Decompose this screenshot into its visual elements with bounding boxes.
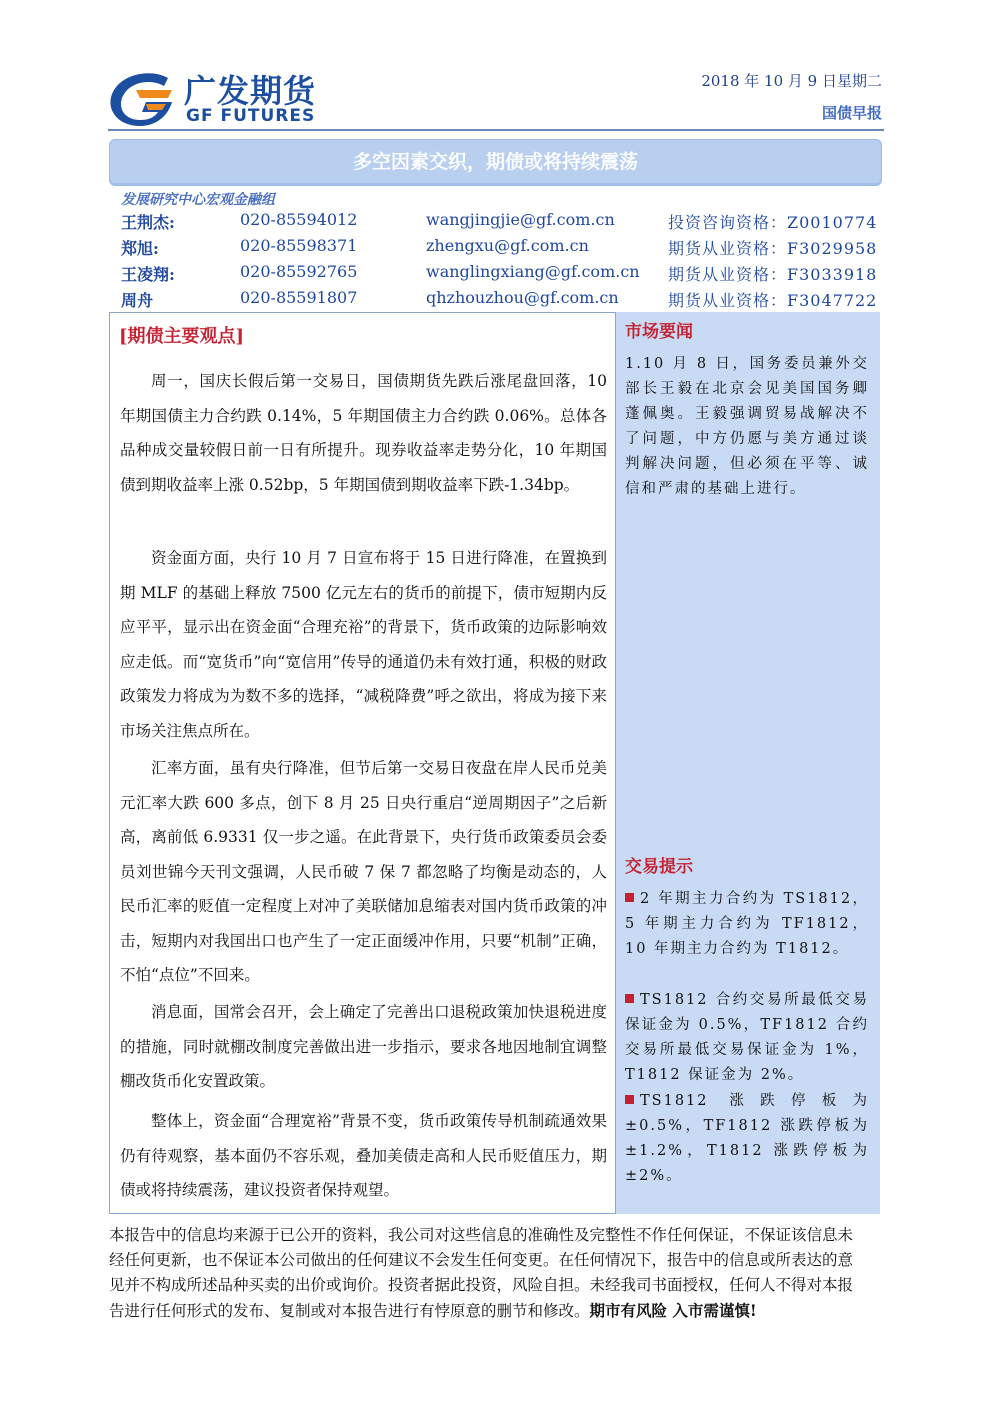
disclaimer	[109, 1223, 859, 1324]
contact-qualification: 期货从业资格：F3047722	[668, 291, 878, 310]
report-date: 2018 年 10 月 9 日星期二	[701, 72, 882, 90]
tip-item	[625, 887, 869, 962]
main-paragraph: 资金面方面，央行 10 月 7 日宣布将于 15 日进行降准，在置换到期 MLF 的基础上释放 7500 亿元左右的货币的前提下，债市短期内反应平平，显示出在资金面“合理充裕”的背景下，货币政策的边际影响效应走低。而“宽货币”向“宽信用”传导的通道仍未有效打通，积极的财政政策发力将成为为数不多的选择，“减税降费”呼之欲出，将成为接下来市场关注焦点所在。	[120, 549, 607, 740]
tips-heading: 交易提示	[625, 857, 693, 877]
contact-row	[121, 236, 884, 260]
main-paragraph: 消息面，国常会召开，会上确定了完善出口退税政策加快退税进度的措施，同时就棚改制度完善做出进一步指示，要求各地因地制宜调整棚改货币化安置政策。	[120, 1003, 607, 1090]
contact-name: 王凌翔:	[121, 265, 175, 284]
department-name: 发展研究中心宏观金融组	[121, 192, 275, 208]
contact-name: 周舟	[121, 291, 154, 310]
contact-qualification: 期货从业资格：F3033918	[668, 265, 878, 284]
bullet-icon	[625, 1095, 634, 1104]
news-text: 1.10 月 8 日，国务委员兼外交部长王毅在北京会见美国国务卿蓬佩奥。王毅强调贸易战解决不了问题，中方仍愿与美方通过谈判解决问题，但必须在平等、诚信和严肃的基础上进行。	[625, 356, 869, 497]
gf-logo-icon	[106, 70, 180, 130]
report-title: 多空因素交织，期债或将持续震荡	[109, 139, 882, 186]
contact-qualification: 投资咨询资格：Z0010774	[668, 213, 878, 232]
risk-warning: 期市有风险 入市需谨慎!	[589, 1301, 757, 1320]
report-type: 国债早报	[821, 104, 882, 122]
bullet-icon	[625, 893, 634, 902]
disclaimer-text: 本报告中的信息均来源于已公开的资料，我公司对这些信息的准确性及完整性不作任何保证，不保证该信息未经任何更新，也不保证本公司做出的任何建议不会发生任何变更。在任何情况下，报告中的信息或所表达的意见并不构成所述品种买卖的出价或询价。投资者据此投资，风险自担。未经我司书面授权，任何人不得对本报告进行任何形式的发布、复制或对本报告进行有悖原意的删节和修改。	[109, 1226, 854, 1320]
contact-qualification: 期货从业资格：F3029958	[668, 239, 878, 258]
gf-futures-logo	[106, 70, 356, 130]
contact-row	[121, 262, 884, 286]
main-paragraph: 周一，国庆长假后第一交易日，国债期货先跌后涨尾盘回落，10 年期国债主力合约跌 0.14%，5 年期国债主力合约跌 0.06%。总体各品种成交量较假日前一日有所提升。现券收益率走势分化，10 年期国债到期收益率上涨 0.52bp，5 年期国债到期收益率下跌-1.34bp。	[120, 372, 607, 494]
logo-cn-text: 广发期货	[184, 72, 317, 110]
bullet-icon	[625, 994, 634, 1003]
tip-item	[625, 988, 869, 1088]
contact-email[interactable]: wangjingjie@gf.com.cn	[426, 210, 615, 229]
tip-item	[625, 1089, 869, 1189]
contact-name: 郑旭:	[121, 239, 159, 258]
tip-text: TS1812 合约交易所最低交易保证金为 0.5%，TF1812 合约交易所最低交易保证金为 1%，T1812 保证金为 2%。	[625, 992, 869, 1083]
news-heading: 市场要闻	[625, 322, 693, 342]
contact-phone: 020-85592765	[240, 262, 358, 281]
main-paragraph: 汇率方面，虽有央行降准，但节后第一交易日夜盘在岸人民币兑美元汇率大跌 600 多点，创下 8 月 25 日央行重启“逆周期因子”之后新高，离前低 6.9331 仅一步之遥。在此背景下，央行货币政策委员会委员刘世锦今天刊文强调，人民币破 7 保 7 都忽略了均衡是动态的，人民币汇率的贬值一定程度上对冲了美联储加息缩表对国内货币政策的冲击，短期内对我国出口也产生了一定正面缓冲作用，只要“机制”正确，不怕“点位”不回来。	[120, 759, 607, 984]
contact-phone: 020-85591807	[240, 288, 358, 307]
contact-row	[121, 288, 884, 312]
contact-phone: 020-85594012	[240, 210, 358, 229]
contact-phone: 020-85598371	[240, 236, 358, 255]
contact-email[interactable]: zhengxu@gf.com.cn	[426, 236, 589, 255]
contact-name: 王荆杰:	[121, 213, 175, 232]
main-heading: [期债主要观点]	[119, 326, 245, 347]
tip-text: TS1812 涨跌停板为±0.5%，TF1812 涨跌停板为±1.2%，T1812 涨跌停板为±2%。	[625, 1093, 869, 1184]
contact-email[interactable]: wanglingxiang@gf.com.cn	[426, 262, 640, 281]
contact-email[interactable]: qhzhouzhou@gf.com.cn	[426, 288, 619, 307]
contact-row	[121, 210, 884, 234]
main-paragraph: 整体上，资金面“合理宽裕”背景不变，货币政策传导机制疏通效果仍有待观察，基本面仍不容乐观，叠加美债走高和人民币贬值压力，期债或将持续震荡，建议投资者保持观望。	[120, 1112, 607, 1199]
logo-en-text: GF FUTURES	[186, 106, 316, 126]
tip-text: 2 年期主力合约为 TS1812，5 年期主力合约为 TF1812，10 年期主力合约为 T1812。	[625, 891, 869, 957]
header-divider	[108, 129, 884, 131]
